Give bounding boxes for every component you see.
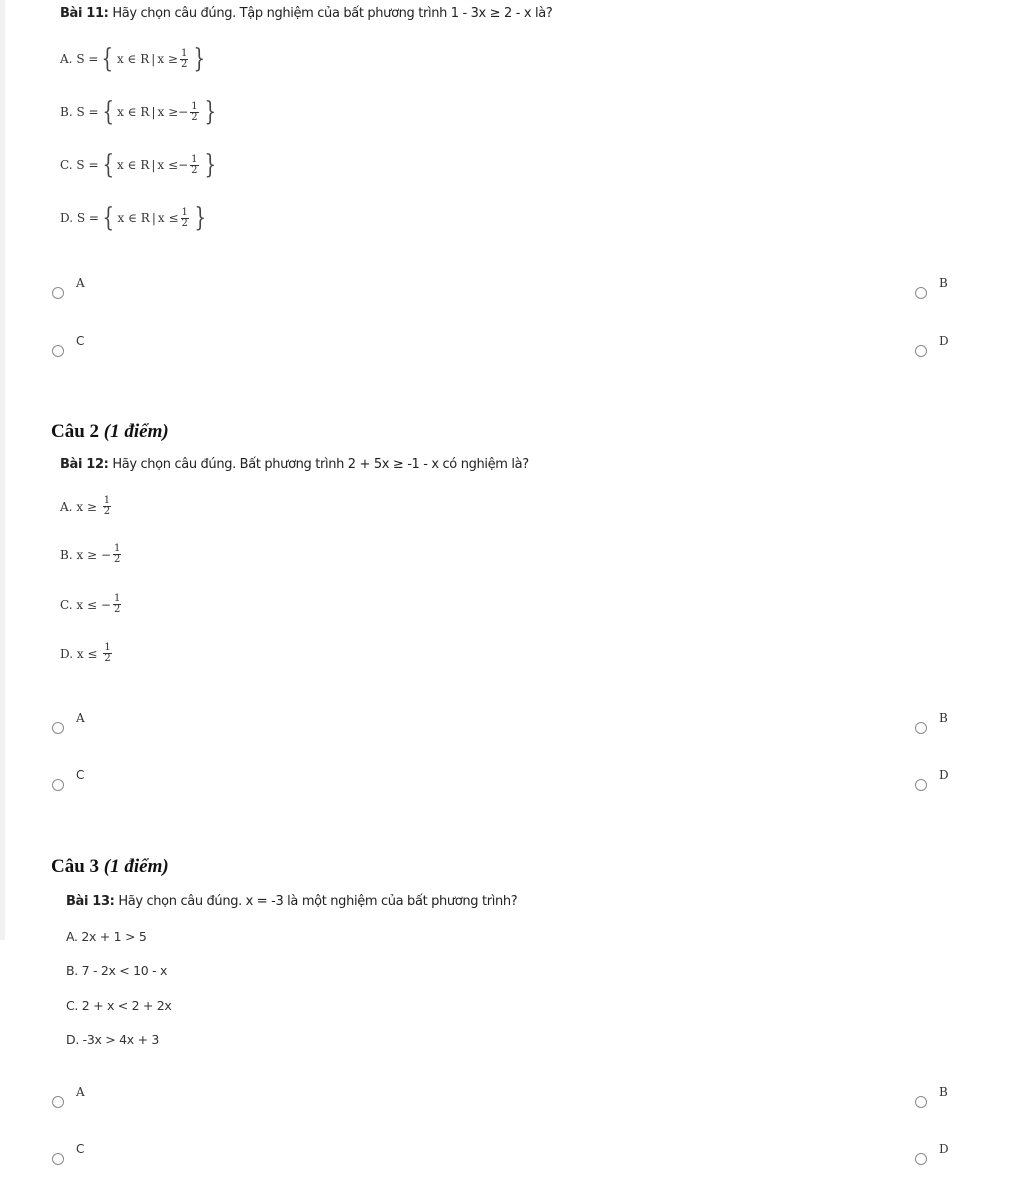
q1-radio-a[interactable] (52, 287, 64, 299)
q3-bai-label: Bài 13: (66, 894, 115, 909)
q3-statement (66, 894, 517, 909)
q3-title: Câu 3 (1 điểm) (51, 856, 169, 877)
q3-option-c: C. 2 + x < 2 + 2x (66, 998, 172, 1013)
q1-statement (60, 6, 552, 21)
q1-option-c: C. S = { x ∈ R | x ≤ − $\frac{1}{2}$ } (60, 150, 216, 180)
q2-radio-a[interactable] (52, 722, 64, 734)
q2-statement (60, 457, 529, 472)
q3-choice-a-label[interactable]: A (76, 1085, 85, 1099)
q1-radio-c[interactable] (52, 345, 64, 357)
q1-radio-b[interactable] (915, 287, 927, 299)
q2-choice-a-label[interactable]: A (76, 711, 85, 725)
q3-option-d: D. -3x > 4x + 3 (66, 1032, 160, 1047)
q1-bai-text: Hãy chọn câu đúng. Tập nghiệm của bất phương trình 1 - 3x ≥ 2 - x là? (112, 6, 553, 21)
q2-radio-b[interactable] (915, 722, 927, 734)
q3-choice-b-label[interactable]: B (939, 1085, 948, 1099)
q3-option-a: A. 2x + 1 > 5 (66, 929, 147, 944)
q3-bai-text: Hãy chọn câu đúng. x = -3 là một nghiệm của bất phương trình? (118, 894, 518, 909)
q1-choice-c-label[interactable]: C (76, 334, 85, 348)
q1-radio-d[interactable] (915, 345, 927, 357)
q3-radio-c[interactable] (52, 1153, 64, 1165)
q1-option-a: A. S = { x ∈ R | x ≥ $\frac{1}{2}$ } (60, 44, 206, 74)
left-gutter (0, 0, 5, 940)
q1-bai-label: Bài 11: (60, 6, 109, 21)
q2-bai-text: Hãy chọn câu đúng. Bất phương trình 2 + 5x ≥ -1 - x có nghiệm là? (112, 457, 529, 472)
q1-option-b: B. S = { x ∈ R | x ≥ − $\frac{1}{2}$ } (60, 97, 216, 127)
q1-choice-b-label[interactable]: B (939, 276, 948, 290)
q1-choice-a-label[interactable]: A (76, 276, 85, 290)
q2-radio-d[interactable] (915, 779, 927, 791)
q2-choice-d-label[interactable]: D (939, 768, 949, 782)
q2-option-b: B. x ≥ − $\frac{1}{2}$ (60, 543, 121, 565)
q1-option-d: D. S = { x ∈ R | x ≤ $\frac{1}{2}$ } (60, 203, 206, 233)
q2-title: Câu 2 (1 điểm) (51, 421, 169, 442)
q1-choice-d-label[interactable]: D (939, 334, 949, 348)
q3-choice-d-label[interactable]: D (939, 1142, 949, 1156)
q3-radio-a[interactable] (52, 1096, 64, 1108)
q2-radio-c[interactable] (52, 779, 64, 791)
q3-radio-d[interactable] (915, 1153, 927, 1165)
q2-bai-label: Bài 12: (60, 457, 109, 472)
q2-option-a: A. x ≥ $\frac{1}{2}$ (60, 495, 111, 517)
q2-option-c: C. x ≤ − $\frac{1}{2}$ (60, 593, 121, 615)
q2-option-d: D. x ≤ $\frac{1}{2}$ (60, 642, 111, 664)
q2-choice-b-label[interactable]: B (939, 711, 948, 725)
q3-radio-b[interactable] (915, 1096, 927, 1108)
q3-choice-c-label[interactable]: C (76, 1142, 85, 1156)
q2-choice-c-label[interactable]: C (76, 768, 85, 782)
q3-option-b: B. 7 - 2x < 10 - x (66, 963, 168, 978)
